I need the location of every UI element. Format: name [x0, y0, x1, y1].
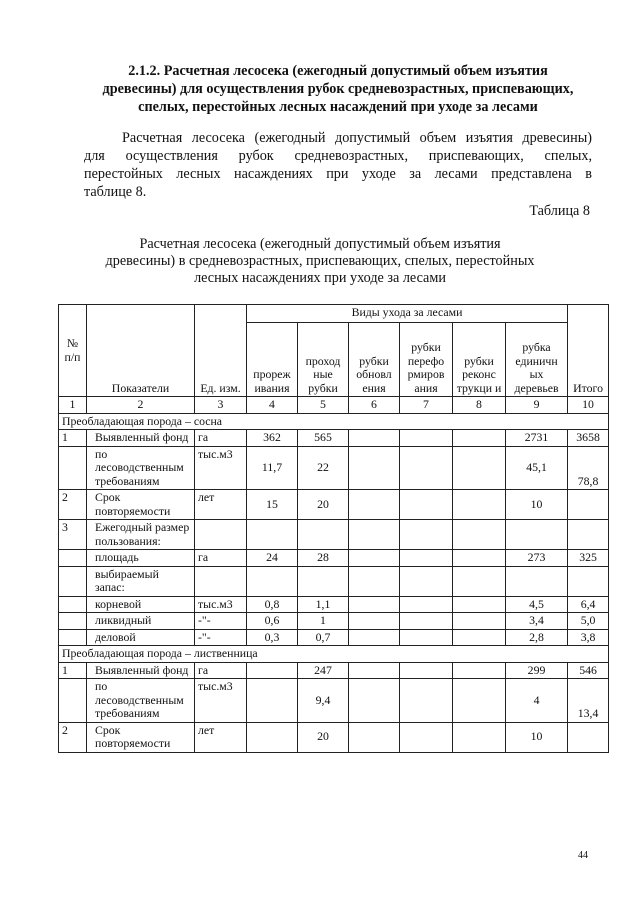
row-unit: га: [195, 662, 247, 679]
section-row: [59, 413, 609, 430]
row-number: [59, 446, 87, 490]
row-value: [453, 446, 506, 490]
table-row: [59, 596, 609, 613]
row-value: [349, 446, 400, 490]
row-value: [247, 679, 298, 723]
row-value: [400, 613, 453, 630]
row-number: 3: [59, 520, 87, 550]
row-unit: тыс.м3: [195, 446, 247, 490]
row-value: 362: [247, 430, 298, 447]
header-indicator: Показатели: [87, 305, 195, 397]
row-indicator: Срок повторяемости: [87, 722, 195, 752]
row-value: 1: [298, 613, 349, 630]
row-value: [247, 520, 298, 550]
column-number: 8: [453, 397, 506, 414]
row-value: [453, 679, 506, 723]
row-value: 10: [506, 490, 568, 520]
row-indicator: площадь: [87, 550, 195, 567]
row-value: [298, 520, 349, 550]
row-value: [400, 662, 453, 679]
row-value: [349, 550, 400, 567]
row-number: [59, 679, 87, 723]
row-value: [506, 520, 568, 550]
row-value: [298, 566, 349, 596]
column-number: 7: [400, 397, 453, 414]
row-value: 20: [298, 722, 349, 752]
row-value: 2,8: [506, 629, 568, 646]
section-title: Преобладающая порода – сосна: [59, 413, 609, 430]
row-number: 1: [59, 662, 87, 679]
column-number: 6: [349, 397, 400, 414]
row-number: 1: [59, 430, 87, 447]
header-renewal-cuts: рубки обновл ения: [349, 323, 400, 397]
paragraph-line: Расчетная лесосека (ежегодный допустимый объем изъятия древесины): [122, 130, 592, 146]
row-value: [453, 490, 506, 520]
header-thinning: прореж ивания: [247, 323, 298, 397]
table-row: [59, 629, 609, 646]
header-reconstruction-cuts: рубки реконс трукци и: [453, 323, 506, 397]
row-unit: га: [195, 430, 247, 447]
row-indicator: ликвидный: [87, 613, 195, 630]
row-total: 3,8: [568, 629, 609, 646]
column-number: 1: [59, 397, 87, 414]
caption-line: лесных насаждениях при уходе за лесами: [194, 270, 446, 286]
row-total: 5,0: [568, 613, 609, 630]
header-care-types: Виды ухода за лесами: [247, 305, 568, 323]
row-value: [247, 722, 298, 752]
row-total: 3658: [568, 430, 609, 447]
page-number: 44: [578, 850, 588, 861]
caption-line: Расчетная лесосека (ежегодный допустимый объем изъятия: [139, 236, 501, 252]
row-value: [400, 446, 453, 490]
row-value: 3,4: [506, 613, 568, 630]
column-number: 9: [506, 397, 568, 414]
heading-line: спелых, перестойных лесных насаждений при уходе за лесами: [138, 99, 538, 115]
column-number: 2: [87, 397, 195, 414]
forest-cut-table: [58, 304, 609, 753]
row-indicator: по лесоводственным требованиям: [87, 679, 195, 723]
row-value: 11,7: [247, 446, 298, 490]
row-value: 22: [298, 446, 349, 490]
table-caption: [92, 236, 548, 287]
row-value: [400, 566, 453, 596]
row-number: [59, 596, 87, 613]
row-total: 546: [568, 662, 609, 679]
row-total: [568, 520, 609, 550]
row-indicator: корневой: [87, 596, 195, 613]
row-indicator: Выявленный фонд: [87, 430, 195, 447]
column-number: 5: [298, 397, 349, 414]
row-value: [349, 490, 400, 520]
table-row: [59, 566, 609, 596]
header-total: Итого: [568, 305, 609, 397]
row-value: [400, 550, 453, 567]
row-value: [349, 679, 400, 723]
row-value: [349, 629, 400, 646]
row-value: 0,8: [247, 596, 298, 613]
row-unit: [195, 520, 247, 550]
row-number: [59, 613, 87, 630]
row-value: 2731: [506, 430, 568, 447]
row-total: 78,8: [568, 446, 609, 490]
paragraph-line: таблице 8.: [84, 184, 147, 200]
section-title: Преобладающая порода – лиственница: [59, 646, 609, 663]
row-value: 273: [506, 550, 568, 567]
row-value: 10: [506, 722, 568, 752]
row-unit: [195, 566, 247, 596]
row-number: 2: [59, 722, 87, 752]
row-value: [453, 566, 506, 596]
row-value: [453, 662, 506, 679]
row-value: [247, 662, 298, 679]
row-unit: тыс.м3: [195, 679, 247, 723]
row-value: 0,3: [247, 629, 298, 646]
row-unit: тыс.м3: [195, 596, 247, 613]
row-unit: лет: [195, 722, 247, 752]
column-number: 10: [568, 397, 609, 414]
row-number: 2: [59, 490, 87, 520]
column-number: 3: [195, 397, 247, 414]
row-indicator: Выявленный фонд: [87, 662, 195, 679]
row-total: 325: [568, 550, 609, 567]
row-value: 565: [298, 430, 349, 447]
row-value: 299: [506, 662, 568, 679]
row-number: [59, 629, 87, 646]
table-row: [59, 722, 609, 752]
row-total: 6,4: [568, 596, 609, 613]
table-row: [59, 430, 609, 447]
table-body: [59, 305, 609, 753]
row-value: 0,7: [298, 629, 349, 646]
section-heading: [84, 62, 592, 116]
row-indicator: деловой: [87, 629, 195, 646]
table-row: [59, 520, 609, 550]
row-value: [400, 490, 453, 520]
row-indicator: Ежегодный размер пользования:: [87, 520, 195, 550]
row-value: [453, 613, 506, 630]
row-value: [349, 596, 400, 613]
table-row: [59, 550, 609, 567]
row-value: [400, 629, 453, 646]
row-value: [349, 613, 400, 630]
row-value: 0,6: [247, 613, 298, 630]
row-unit: га: [195, 550, 247, 567]
row-unit: -"-: [195, 629, 247, 646]
table-row: [59, 613, 609, 630]
header-passage-cuts: проход ные рубки: [298, 323, 349, 397]
heading-line: древесины) для осуществления рубок средневозрастных, приспевающих,: [102, 81, 574, 97]
intro-paragraph: [84, 129, 592, 201]
row-value: [453, 550, 506, 567]
row-value: [349, 566, 400, 596]
row-value: [349, 722, 400, 752]
row-value: [506, 566, 568, 596]
header-reformation-cuts: рубки перефо рмиров ания: [400, 323, 453, 397]
caption-line: древесины) в средневозрастных, приспевающих, спелых, перестойных: [105, 253, 535, 269]
row-value: [247, 566, 298, 596]
paragraph-line: перестойных лесных насаждениях при уходе за лесами представлена в: [84, 166, 592, 182]
row-value: [400, 722, 453, 752]
row-value: [453, 629, 506, 646]
row-value: [400, 679, 453, 723]
heading-line: 2.1.2. Расчетная лесосека (ежегодный допустимый объем изъятия: [128, 63, 548, 79]
row-total: 13,4: [568, 679, 609, 723]
row-value: [349, 430, 400, 447]
row-number: [59, 550, 87, 567]
row-value: [400, 520, 453, 550]
row-value: 28: [298, 550, 349, 567]
row-value: 4: [506, 679, 568, 723]
row-value: 247: [298, 662, 349, 679]
row-number: [59, 566, 87, 596]
row-value: 45,1: [506, 446, 568, 490]
row-value: 4,5: [506, 596, 568, 613]
table-row: [59, 662, 609, 679]
table-row: [59, 679, 609, 723]
row-value: [453, 722, 506, 752]
paragraph-line: для осуществления рубок средневозрастных, приспевающих, спелых,: [84, 148, 592, 164]
row-value: [349, 520, 400, 550]
row-value: [453, 596, 506, 613]
row-value: [349, 662, 400, 679]
row-value: [453, 430, 506, 447]
header-unit: Ед. изм.: [195, 305, 247, 397]
row-value: [400, 430, 453, 447]
row-value: 15: [247, 490, 298, 520]
row-value: [453, 520, 506, 550]
table-label: Таблица 8: [529, 203, 590, 219]
row-value: 9,4: [298, 679, 349, 723]
row-unit: лет: [195, 490, 247, 520]
section-row: [59, 646, 609, 663]
row-value: 1,1: [298, 596, 349, 613]
column-number-row: [59, 397, 609, 414]
row-value: 24: [247, 550, 298, 567]
row-total: [568, 566, 609, 596]
row-unit: -"-: [195, 613, 247, 630]
row-value: [400, 596, 453, 613]
header-num: № п/п: [59, 305, 87, 397]
column-number: 4: [247, 397, 298, 414]
row-total: [568, 722, 609, 752]
header-single-tree-cuts: рубка единичн ых деревьев: [506, 323, 568, 397]
row-indicator: выбираемый запас:: [87, 566, 195, 596]
row-value: 20: [298, 490, 349, 520]
row-indicator: по лесоводственным требованиям: [87, 446, 195, 490]
row-total: [568, 490, 609, 520]
table-row: [59, 446, 609, 490]
row-indicator: Срок повторяемости: [87, 490, 195, 520]
table-row: [59, 490, 609, 520]
